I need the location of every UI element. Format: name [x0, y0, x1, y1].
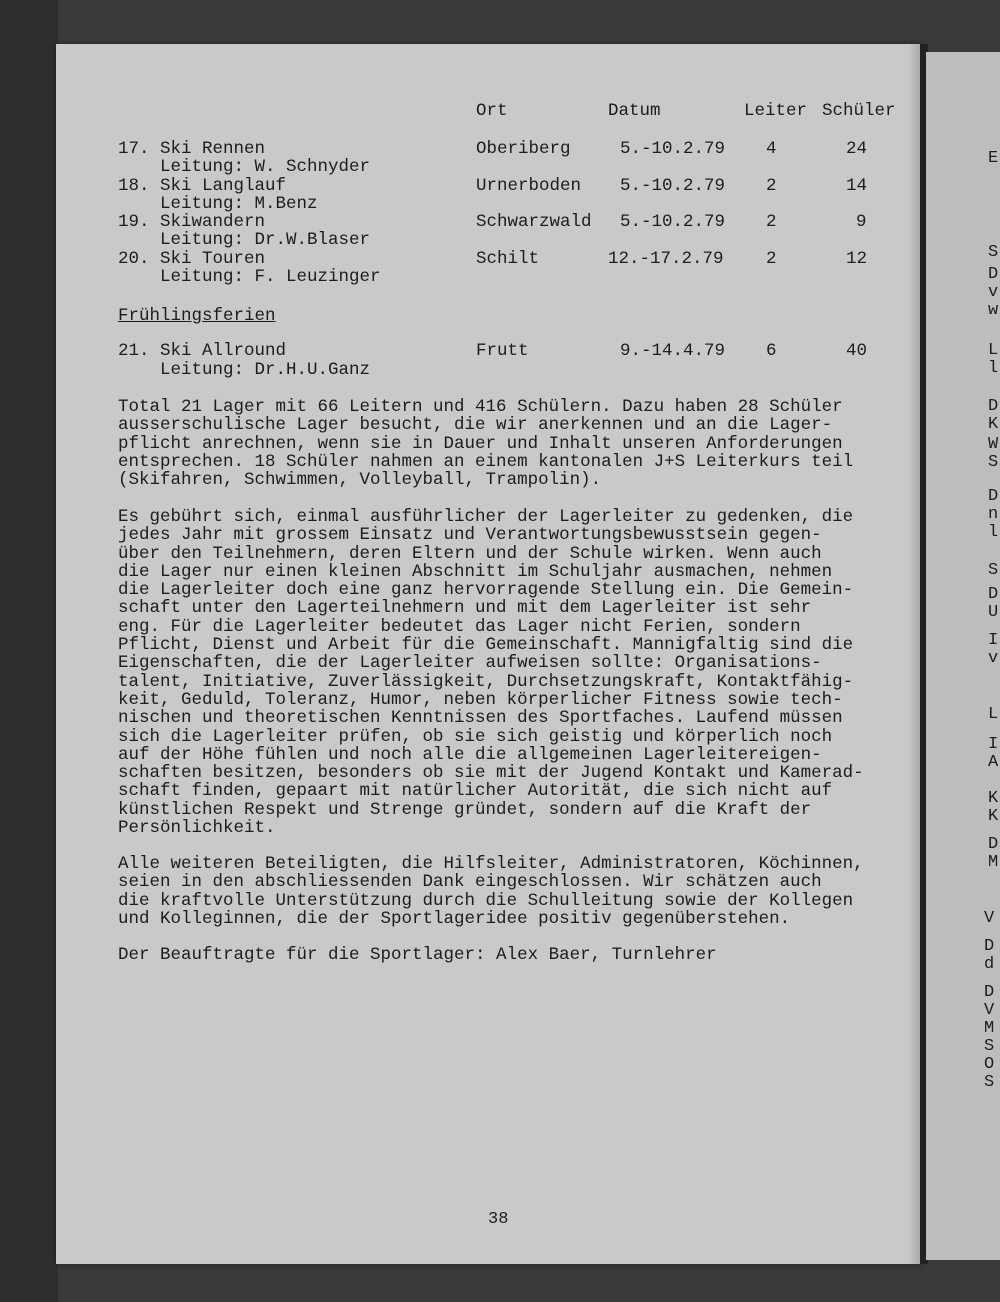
camp-ort: Urnerboden [476, 176, 582, 196]
camp-ort: Frutt [476, 341, 529, 361]
camp-title: Ski Allround [160, 341, 287, 361]
next-page-fragment: D [988, 585, 999, 604]
camp-leiter: 4 [766, 139, 777, 159]
next-page-fragment: S [988, 243, 999, 262]
camp-number: 20. [118, 249, 150, 269]
next-page-fragment: W [988, 435, 999, 454]
next-page-edge [926, 52, 1000, 1260]
next-page-fragment: v [988, 649, 999, 668]
next-page-fragment: D [988, 487, 999, 506]
camp-leitung: Leitung: Dr.W.Blaser [160, 230, 371, 250]
paragraph-dank: Alle weiteren Beteiligten, die Hilfsleiter, Administratoren, Köchinnen, seien in den abschliessenden Dank eingeschlossen. Wir schätzen auch die kraftvolle Unterstützung durch die Schulleitung sowie der Kollegen und Kolleginnen, die der Sportlageridee positiv gegenüberstehen. [118, 854, 864, 929]
next-page-fragment: D [988, 265, 999, 284]
camp-leitung: Leitung: M.Benz [160, 194, 318, 214]
camp-datum: 5.-10.2.79 [620, 176, 726, 196]
header-schueler: Schüler [822, 101, 896, 121]
next-page-fragment: S [984, 1073, 995, 1092]
next-page-fragment: n [988, 505, 999, 524]
next-page-fragment: L [988, 341, 999, 360]
next-page-fragment: K [988, 415, 999, 434]
next-page-fragment: I [988, 631, 999, 650]
camp-datum: 9.-14.4.79 [620, 341, 726, 361]
camp-leiter: 6 [766, 341, 777, 361]
next-page-fragment: D [988, 397, 999, 416]
header-ort: Ort [476, 101, 508, 121]
next-page-fragment: E [988, 149, 999, 168]
camp-leitung: Leitung: F. Leuzinger [160, 267, 381, 287]
camp-datum: 5.-10.2.79 [620, 139, 726, 159]
next-page-fragment: M [984, 1019, 995, 1038]
page-number: 38 [488, 1210, 509, 1229]
camp-number: 17. [118, 139, 150, 159]
camp-number: 19. [118, 212, 150, 232]
section-heading-fruehlingsferien: Frühlingsferien [118, 306, 276, 326]
camp-leitung: Leitung: W. Schnyder [160, 157, 371, 177]
camp-ort: Schwarzwald [476, 212, 592, 232]
next-page-fragment: l [988, 523, 999, 542]
next-page-fragment: l [988, 359, 999, 378]
next-page-fragment: D [984, 937, 995, 956]
scan-background [0, 0, 58, 1302]
next-page-fragment: w [988, 301, 999, 320]
camp-title: Ski Langlauf [160, 176, 287, 196]
next-page-fragment: K [988, 789, 999, 808]
camp-schueler: 12 [846, 249, 868, 269]
camp-ort: Oberiberg [476, 139, 571, 159]
next-page-fragment: O [984, 1055, 995, 1074]
next-page-fragment: v [988, 283, 999, 302]
camp-ort: Schilt [476, 249, 540, 269]
header-leiter: Leiter [744, 101, 808, 121]
next-page-fragment: S [988, 561, 999, 580]
next-page-fragment: D [984, 983, 995, 1002]
camp-leiter: 2 [766, 249, 777, 269]
next-page-fragment: K [988, 807, 999, 826]
camp-number: 18. [118, 176, 150, 196]
next-page-fragment: S [988, 453, 999, 472]
camp-datum: 5.-10.2.79 [620, 212, 726, 232]
camp-leiter: 2 [766, 212, 777, 232]
next-page-fragment: S [984, 1037, 995, 1056]
paragraph-total: Total 21 Lager mit 66 Leitern und 416 Schülern. Dazu haben 28 Schüler ausserschulische Lager besucht, die wir anerkennen und an die Lager- pflicht anrechnen, wenn sie in Dauer und Inhalt unseren Anforderungen entsprechen. 18 Schüler nahmen an einem kantonalen J+S Leiterkurs teil (Skifahren, Schwimmen, Volleyball, Trampolin). [118, 397, 854, 491]
camp-leitung: Leitung: Dr.H.U.Ganz [160, 360, 371, 380]
header-datum: Datum [608, 101, 661, 121]
next-page-fragment: I [988, 735, 999, 754]
camp-title: Ski Rennen [160, 139, 266, 159]
next-page-fragment: L [988, 705, 999, 724]
camp-schueler: 9 [856, 212, 867, 232]
camp-schueler: 14 [846, 176, 868, 196]
next-page-fragment: A [988, 753, 999, 772]
camp-number: 21. [118, 341, 150, 361]
camp-leiter: 2 [766, 176, 777, 196]
next-page-fragment: U [988, 603, 999, 622]
paragraph-lagerleiter: Es gebührt sich, einmal ausführlicher der Lagerleiter zu gedenken, die jedes Jahr mit grossem Einsatz und Verantwortungsbewusstsein gegen- über den Teilnehmern, deren Eltern und der Schule wirken. Wenn auch die Lager nur einen kleinen Abschnitt im Schuljahr ausmachen, nehmen die Lagerleiter doch eine ganz hervorragende Stellung ein. Die Gemein- schaft unter den Lagerteilnehmern und mit dem Lagerleiter ist sehr eng. Für die Lagerleiter bedeutet das Lager nicht Ferien, sondern Pflicht, Dienst und Arbeit für die Gemeinschaft. Mannigfaltig sind die Eigenschaften, die der Lagerleiter aufweisen sollte: Organisations- talent, Initiative, Zuverlässigkeit, Durchsetzungskraft, Kontaktfähig- keit, Geduld, Toleranz, Humor, neben körperlicher Fitness sowie tech- nischen und theoretischen Kenntnissen des Sportfaches. Laufend müssen sich die Lagerleiter prüfen, ob sie sich geistig und körperlich noch auf der Höhe fühlen und noch alle die allgemeinen Lagerleitereigen- schaften besitzen, besonders ob sie mit der Jugend Kontakt und Kamerad- schaft finden, gepaart mit natürlicher Autorität, die sich nicht auf künstlichen Respekt und Strenge gründet, sondern auf die Kraft der Persönlichkeit. [118, 507, 864, 839]
next-page-fragment: D [988, 835, 999, 854]
next-page-fragment: V [984, 1001, 995, 1020]
next-page-fragment: d [984, 955, 995, 974]
next-page-fragment: M [988, 853, 999, 872]
signature-line: Der Beauftragte für die Sportlager: Alex Baer, Turnlehrer [118, 945, 717, 965]
camp-datum: 12.-17.2.79 [608, 249, 724, 269]
camp-schueler: 24 [846, 139, 868, 159]
next-page-fragment: V [984, 909, 995, 928]
camp-title: Ski Touren [160, 249, 266, 269]
camp-title: Skiwandern [160, 212, 266, 232]
camp-schueler: 40 [846, 341, 868, 361]
